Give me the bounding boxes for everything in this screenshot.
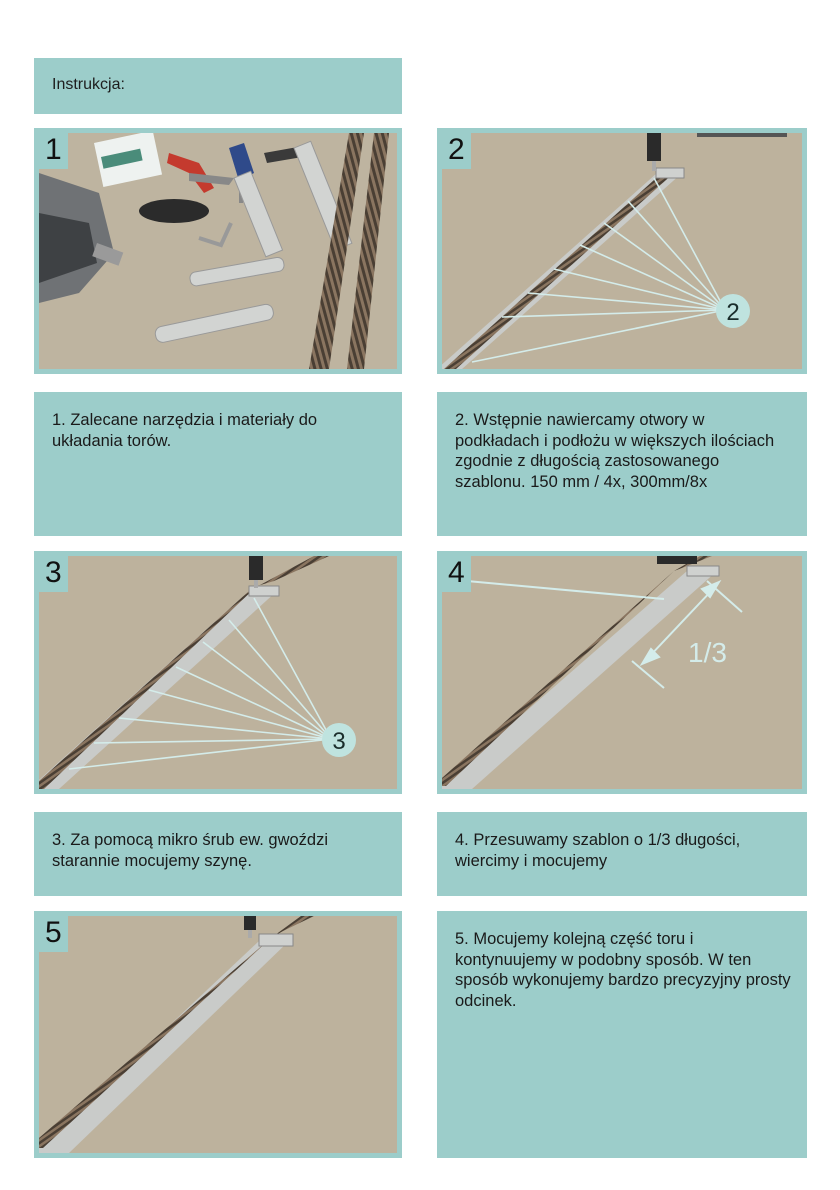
step-4-photo <box>442 556 802 789</box>
step-5-number: 5 <box>39 916 68 952</box>
step-1-text: 1. Zalecane narzędzia i materiały do układania torów. <box>52 411 318 450</box>
step-5-text-box <box>437 911 807 1158</box>
step-3-text: 3. Za pomocą mikro śrub ew. gwoździ starannie mocujemy szynę. <box>52 831 329 870</box>
step-4-text-box <box>437 812 807 896</box>
step-2-text: 2. Wstępnie nawiercamy otwory w podkładach i podłożu w większych ilościach zgodnie z długością zastosowanego szablonu. 150 mm / 4x, 300mm/8x <box>455 411 775 491</box>
instruction-header <box>34 58 402 114</box>
step-1-image-frame <box>34 128 402 374</box>
step-1-text-box <box>34 392 402 536</box>
header-title: Instrukcja: <box>52 76 125 93</box>
step-1-photo <box>39 133 397 369</box>
step-5-image-frame <box>34 911 402 1158</box>
step-1-number: 1 <box>39 133 68 169</box>
step-2-number: 2 <box>442 133 471 169</box>
step-4-image-frame <box>437 551 807 794</box>
step-4-number: 4 <box>442 556 471 592</box>
step-4-text: 4. Przesuwamy szablon o 1/3 długości, wiercimy i mocujemy <box>455 831 741 870</box>
step-3-text-box <box>34 812 402 896</box>
step-3-image-frame <box>34 551 402 794</box>
step-2-photo <box>442 133 802 369</box>
step-5-text: 5. Mocujemy kolejną część toru i kontynuujemy w podobny sposób. W ten sposób wykonujemy bardzo precyzyjny prosty odcinek. <box>455 930 791 1010</box>
step-5-photo <box>39 916 397 1153</box>
step-3-number: 3 <box>39 556 68 592</box>
step-2-image-frame <box>437 128 807 374</box>
step-3-photo <box>39 556 397 789</box>
step-4-measure-label: 1/3 <box>688 637 727 668</box>
step-2-callout: 2 <box>726 299 740 326</box>
step-3-callout: 3 <box>332 728 346 755</box>
step-2-text-box <box>437 392 807 536</box>
